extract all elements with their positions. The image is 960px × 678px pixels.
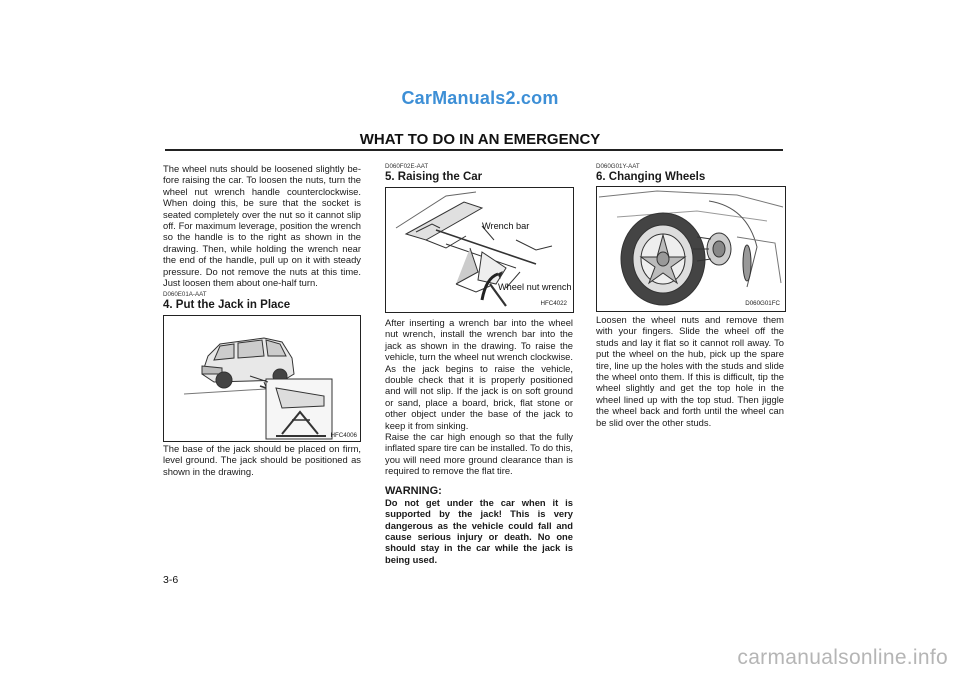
label-wrench-bar: Wrench bar [482, 221, 530, 231]
section-6-body [596, 314, 784, 428]
caption-paragraph: The base of the jack should be placed on firm, level ground. The jack should be positioned as shown in the drawing. [163, 443, 361, 477]
jack-placement-figure [163, 315, 361, 442]
section-heading: 6. Changing Wheels [596, 171, 706, 183]
jack-caption [163, 443, 361, 477]
body-paragraph-2: Raise the car high enough so that the fully inflated spare tire can be installed. To do this, you will need more ground clearance than is required to remove the flat tire. [385, 431, 573, 477]
warning-title: WARNING: [385, 484, 442, 497]
watermark-top: CarManuals2.com [401, 88, 559, 108]
raising-car-figure [385, 187, 574, 313]
section-heading: 4. Put the Jack in Place [163, 299, 291, 311]
body-paragraph: Loosen the wheel nuts and remove them with your fingers. Slide the wheel off the studs and lay it flat so it cannot roll away. To put the wheel on the hub, pick up the spare tire, line up the holes with the studs and slide the wheel onto them. If this is difficult, tip the wheel slightly and get the top hole in the wheel lined up with the top stud. Then jiggle the wheel back and forth until the wheel can be slid over the other studs. [596, 314, 784, 428]
body-paragraph: After inserting a wrench bar into the wheel nut wrench, install the wrench bar into the jack as shown in the drawing. To raise the vehicle, turn the wheel nut wrench clockwise. As the jack begins to raise the vehicle, double check that it is properly positioned and will not slip. If the jack is on soft ground or sand, place a board, brick, flat stone or other object under the base of the jack to keep it from sinking. [385, 317, 573, 431]
section-code: D060G01Y-AAT [596, 163, 640, 170]
figure-code: D060G01FC [745, 300, 780, 307]
section-code: D060F02E-AAT [385, 163, 429, 170]
intro-paragraph: The wheel nuts should be loosened slightly be-fore raising the car. To loosen the nuts, turn the wheel nut wrench handle counterclockwise. When doing this, be sure that the socket is seated completely over the nut so it cannot slip off. For maximum leverage, position the wrench so the handle is to the right as shown in the drawing. Then, while holding the wrench near the end of the handle, pull up on it with steady pressure. Do not remove the nuts at this time. Just loosen them about one-half turn. [163, 163, 361, 289]
section-5-body [385, 317, 573, 565]
label-wheel-nut-wrench: Wheel nut wrench [498, 282, 572, 292]
section-5 [385, 163, 583, 183]
figure-code: HFC4022 [540, 300, 567, 307]
page-number: 3-6 [163, 574, 179, 586]
section-4 [163, 291, 361, 311]
wheel-hub-illustration [597, 187, 785, 311]
figure-code: HFC4006 [330, 432, 357, 439]
column-left [163, 163, 361, 288]
jack-wrench-illustration [386, 188, 573, 312]
watermark-bottom: carmanualsonline.info [737, 646, 948, 669]
section-code: D060E01A-AAT [163, 291, 207, 298]
page-title: WHAT TO DO IN AN EMERGENCY [359, 131, 601, 148]
car-jack-illustration [164, 316, 360, 441]
warning-text: Do not get under the car when it is supported by the jack! This is very dangerous as the vehicle could fall and cause serious injury or death. No one should stay in the car while the jack is being used. [385, 496, 573, 565]
section-6 [596, 163, 794, 183]
header-rule [165, 149, 783, 151]
changing-wheels-figure [596, 186, 786, 312]
section-heading: 5. Raising the Car [385, 171, 483, 183]
